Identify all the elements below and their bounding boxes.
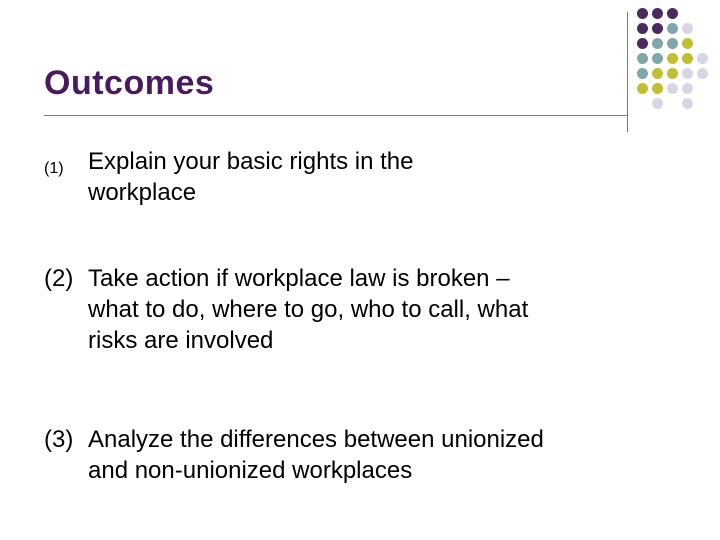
decorative-dot xyxy=(637,68,648,79)
decorative-dot xyxy=(652,23,663,34)
outcome-text xyxy=(88,263,648,356)
decorative-dot xyxy=(652,68,663,79)
decorative-dot xyxy=(667,53,678,64)
outcome-line: and non-unionized workplaces xyxy=(88,457,413,484)
decorative-dot xyxy=(652,83,663,94)
outcome-line: workplace xyxy=(88,179,197,206)
decorative-dot xyxy=(682,68,693,79)
decorative-dot xyxy=(682,53,693,64)
outcome-number: (3) xyxy=(44,426,74,453)
decorative-dot xyxy=(637,23,648,34)
outcome-line: what to do, where to go, who to call, what xyxy=(88,296,529,323)
outcome-line: Take action if workplace law is broken – xyxy=(88,265,510,292)
decorative-dot xyxy=(682,98,693,109)
decorative-dot xyxy=(652,98,663,109)
outcome-line: Analyze the differences between unionized xyxy=(88,426,544,453)
title-underline xyxy=(44,115,628,116)
decorative-dot xyxy=(667,68,678,79)
decorative-dot xyxy=(682,23,693,34)
decorative-dot xyxy=(667,38,678,49)
decorative-dot xyxy=(697,68,708,79)
decorative-dot xyxy=(652,38,663,49)
outcome-number: (2) xyxy=(44,265,74,292)
decorative-dot xyxy=(637,53,648,64)
outcome-number: (1) xyxy=(44,160,64,177)
decorative-dot xyxy=(637,8,648,19)
outcome-text xyxy=(88,146,648,208)
decorative-dot xyxy=(697,53,708,64)
corner-divider xyxy=(627,12,628,132)
decorative-dot xyxy=(682,83,693,94)
decorative-dot xyxy=(637,83,648,94)
decorative-dot xyxy=(682,38,693,49)
decorative-dot xyxy=(637,38,648,49)
decorative-dot-grid xyxy=(637,8,717,120)
outcome-line: Explain your basic rights in the xyxy=(88,148,414,175)
decorative-dot xyxy=(667,83,678,94)
slide-title: Outcomes xyxy=(44,64,215,102)
outcome-text xyxy=(88,424,648,486)
decorative-dot xyxy=(667,8,678,19)
outcome-line: risks are involved xyxy=(88,327,274,354)
decorative-dot xyxy=(652,53,663,64)
decorative-dot xyxy=(667,23,678,34)
decorative-dot xyxy=(652,8,663,19)
